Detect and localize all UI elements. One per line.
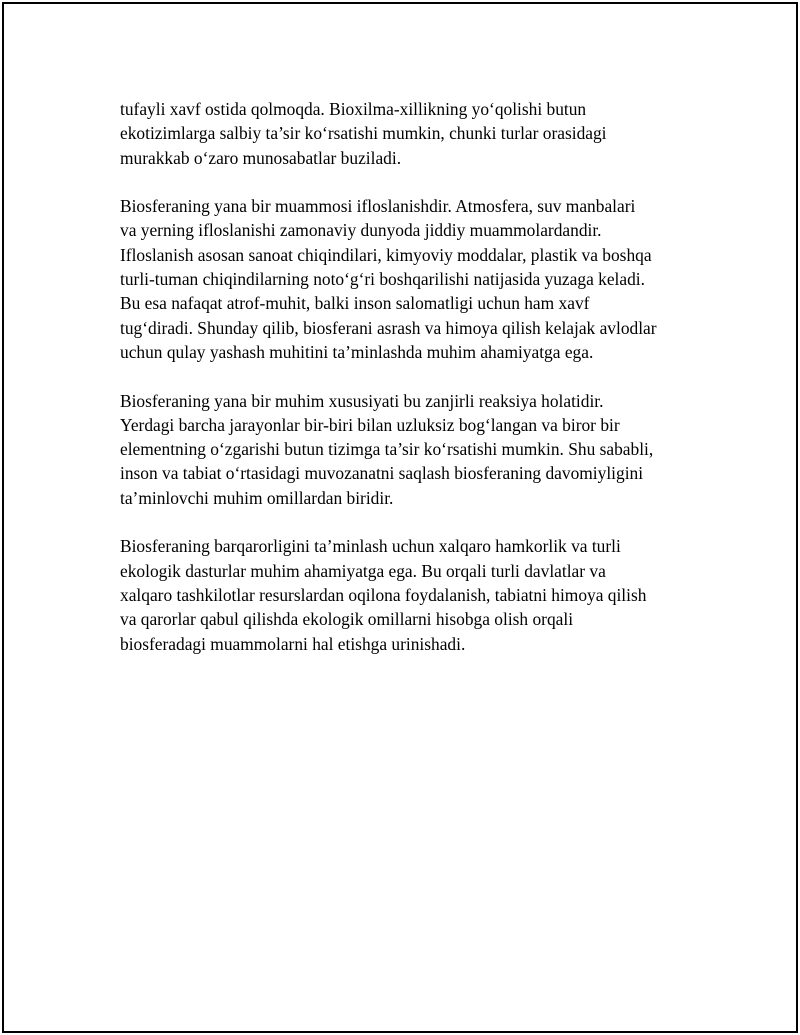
text-line: xalqaro tashkilotlar resurslardan oqilona foydalanish, tabiatni himoya qilish [120, 584, 647, 605]
text-line: tufayli xavf ostida qolmoqda. Bioxilma-xillikning yo‘qolishi butun [120, 99, 587, 119]
text-line: Yerdagi barcha jarayonlar bir-biri bilan uzluksiz bog‘langan va biror bir [120, 414, 620, 435]
text-line: ekotizimlarga salbiy ta’sir ko‘rsatishi mumkin, chunki turlar orasidagi [120, 123, 607, 144]
text-line: tug‘diradi. Shunday qilib, biosferani asrash va himoya qilish kelajak avlodlar [120, 317, 657, 338]
text-line: murakkab o‘zaro munosabatlar buziladi. [120, 147, 402, 168]
text-line: Ifloslanish asosan sanoat chiqindilari, kimyoviy moddalar, plastik va boshqa [120, 244, 652, 265]
text-line: Biosferaning barqarorligini ta’minlash uchun xalqaro hamkorlik va turli [120, 536, 621, 557]
paragraph-2 [120, 194, 710, 364]
text-line: turli-tuman chiqindilarning noto‘g‘ri boshqarilishi natijasida yuzaga keladi. [120, 269, 645, 290]
text-line: Biosferaning yana bir muhim xususiyati bu zanjirli reaksiya holatidir. [120, 390, 604, 411]
text-line: inson va tabiat o‘rtasidagi muvozanatni saqlash biosferaning davomiyligini [120, 463, 644, 484]
text-line: ta’minlovchi muhim omillardan biridir. [120, 487, 394, 508]
paragraph-1 [120, 97, 710, 170]
text-line: va qarorlar qabul qilishda ekologik omillarni hisobga olish orqali [120, 609, 574, 630]
text-line: elementning o‘zgarishi butun tizimga ta’sir ko‘rsatishi mumkin. Shu sababli, [120, 439, 654, 460]
page [2, 2, 798, 1033]
text-line: uchun qulay yashash muhitini ta’minlashda muhim ahamiyatga ega. [120, 341, 594, 362]
text-line: biosferadagi muammolarni hal etishga urinishadi. [120, 633, 466, 654]
text-line: ekologik dasturlar muhim ahamiyatga ega. Bu orqali turli davlatlar va [120, 560, 606, 581]
document-body [120, 97, 710, 680]
paragraph-4 [120, 534, 710, 655]
text-line: va yerning ifloslanishi zamonaviy dunyoda jiddiy muammolardandir. [120, 220, 602, 241]
text-line: Bu esa nafaqat atrof-muhit, balki inson salomatligi uchun ham xavf [120, 293, 590, 314]
text-line: Biosferaning yana bir muammosi ifloslanishdir. Atmosfera, suv manbalari [120, 196, 636, 217]
paragraph-3 [120, 389, 710, 510]
